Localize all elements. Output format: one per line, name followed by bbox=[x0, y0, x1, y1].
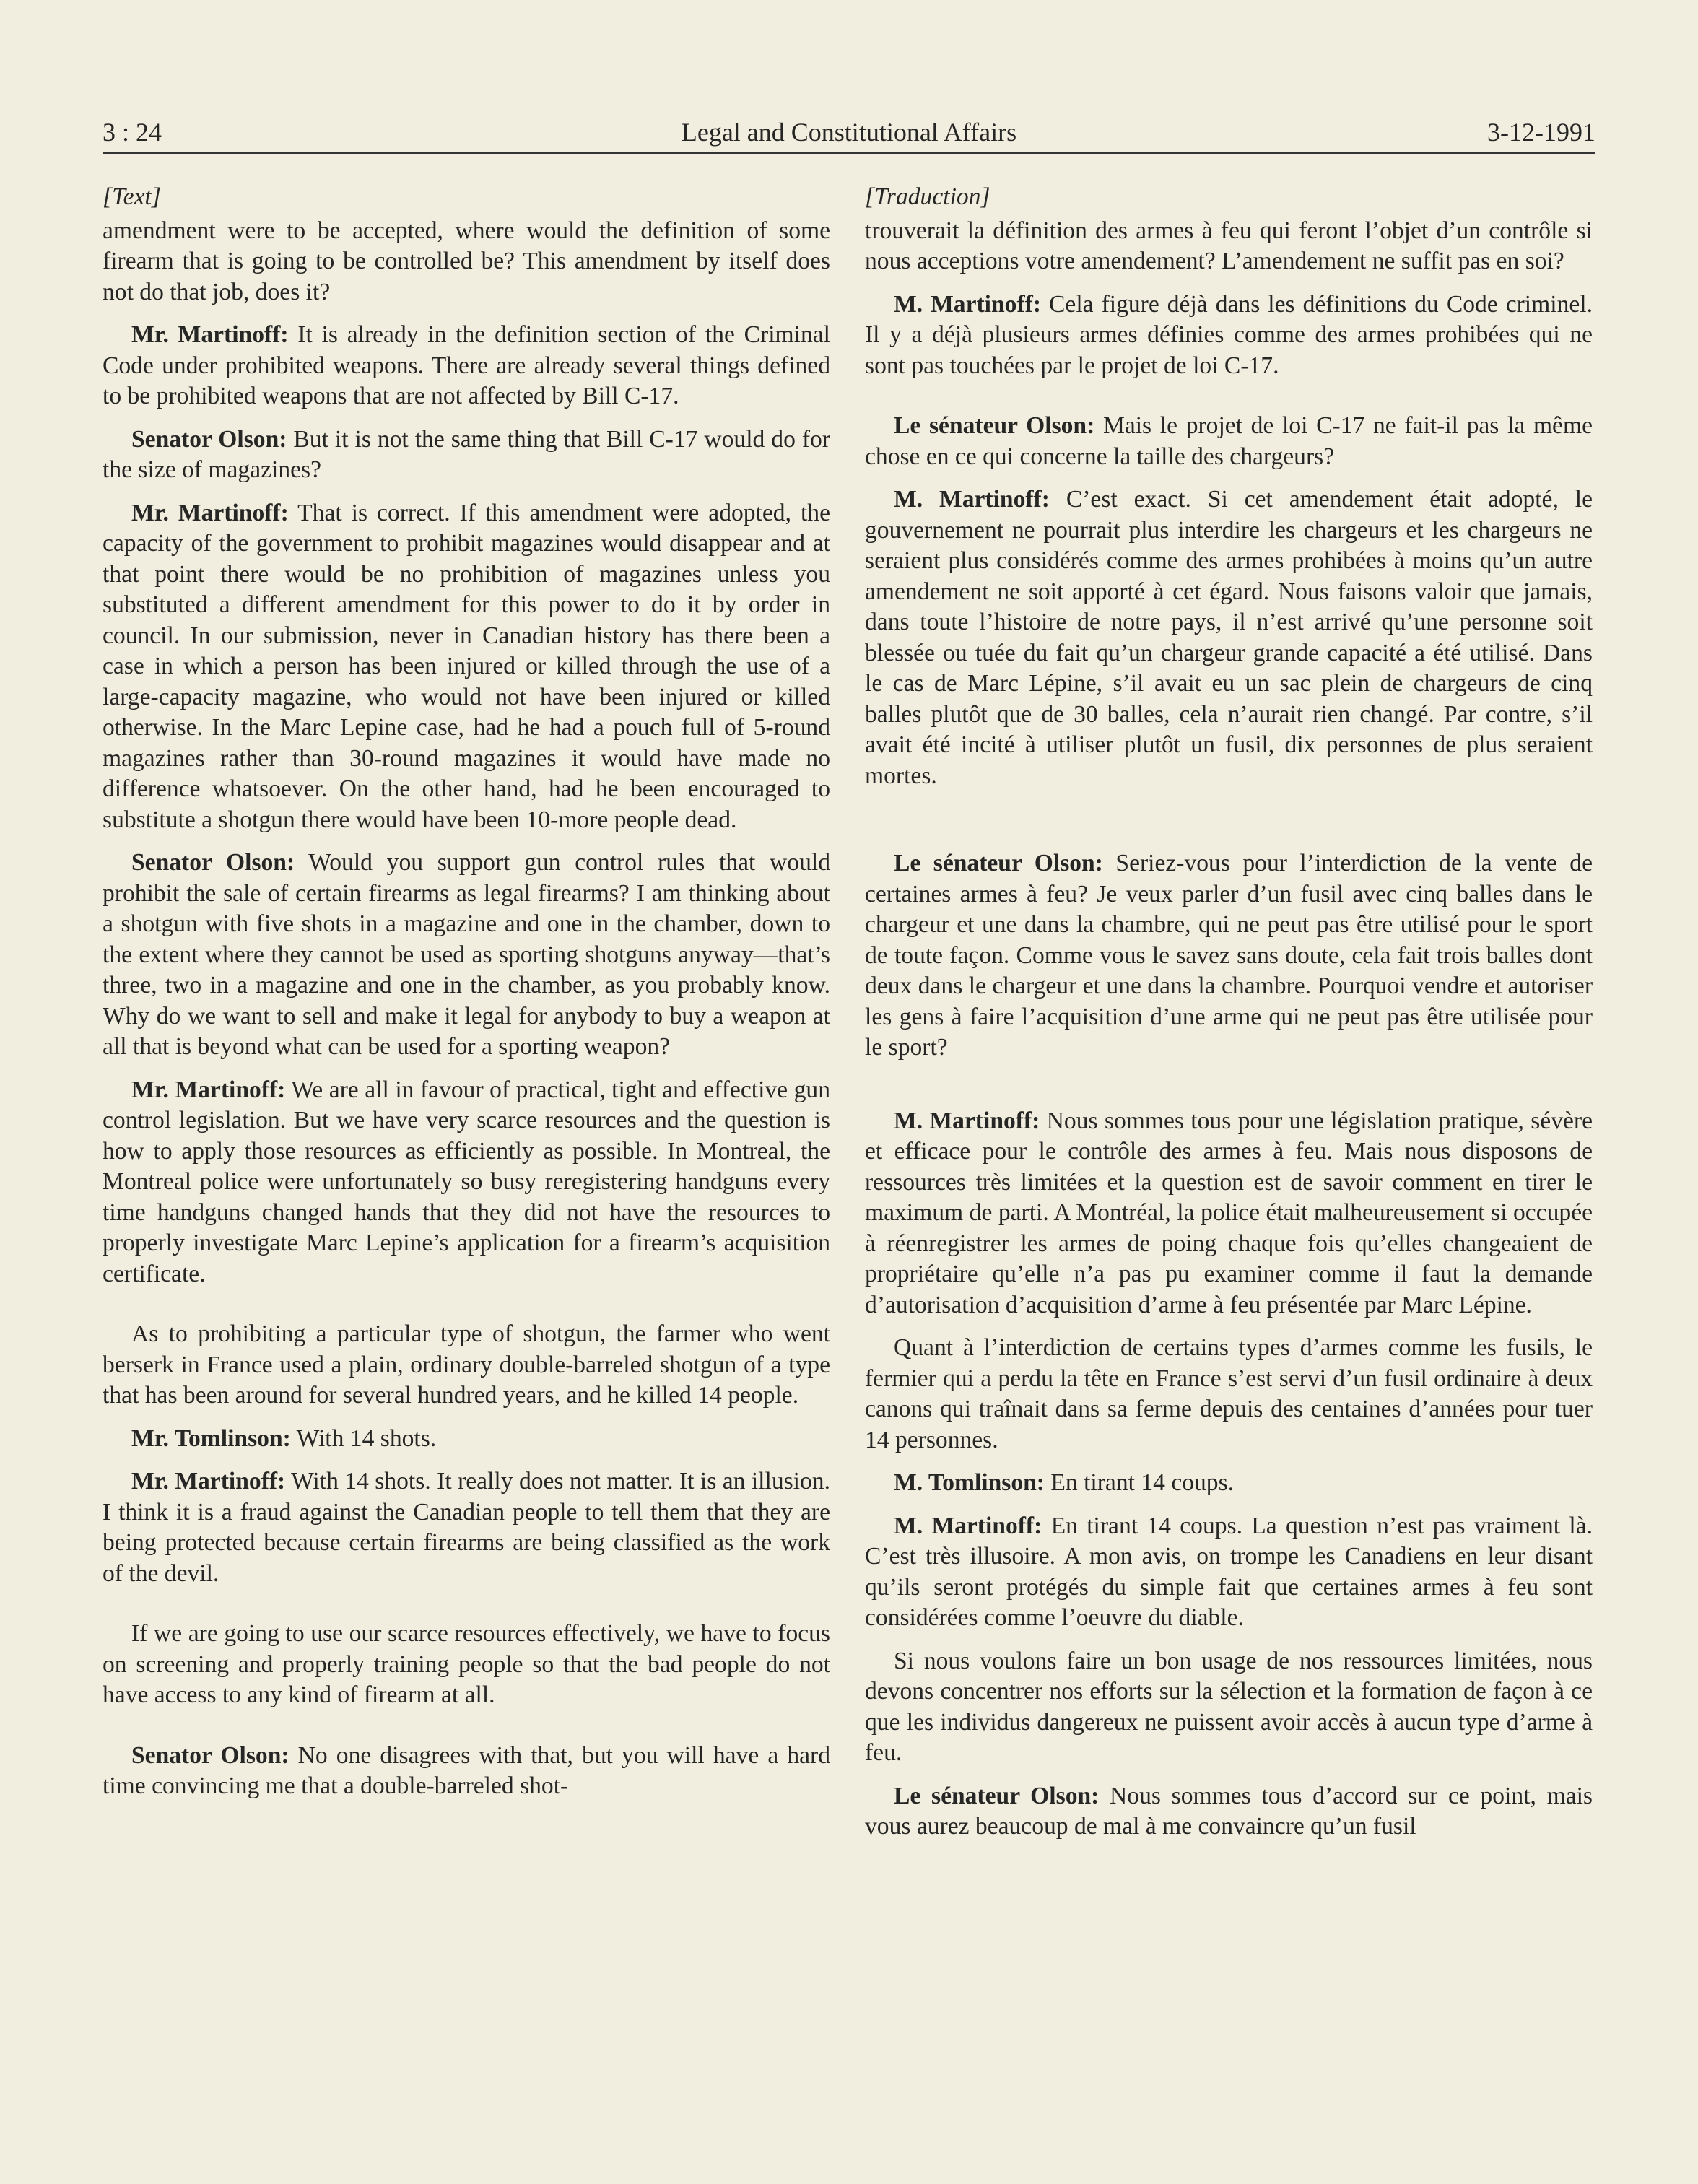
speech-paragraph bbox=[865, 411, 1593, 472]
speech-paragraph bbox=[865, 848, 1593, 1063]
speech-paragraph bbox=[103, 1741, 830, 1802]
speech-text: En tirant 14 coups. La question n’est pas vraiment là. C’est très illusoire. A mon avis, on trompe les Canadiens en leur disant qu’ils seront protégés du simple fait que certaines armes à feu sont considérées comme l’oeuvre du diable. bbox=[865, 1512, 1593, 1631]
paragraph: Si nous voulons faire un bon usage de nos ressources limitées, nous devons concentrer nos efforts sur la sélection et la formation de façon à ce que les individus dangereux ne puissent avoir accès à aucun type d’arme à feu. bbox=[865, 1647, 1593, 1766]
speaker-name: Mr. Tomlinson: bbox=[131, 1424, 291, 1452]
speech-text: Nous sommes tous pour une législation pratique, sévère et efficace pour le contrôle des armes à feu. Mais nous disposons de ressources très limitées et la question est de savoir comment en tirer le maximum de parti. A Montréal, la police était malheureusement si occupée à réenregistrer les armes de poing chaque fois qu’elles changeaient de propriétaire qu’elle n’a pas pu examiner comme il faut la demande d’autorisation d’acquisition d’arme à feu présentée par Marc Lépine. bbox=[865, 1107, 1593, 1318]
speech-text: That is correct. If this amendment were adopted, the capacity of the government to prohibit magazines would disappear and at that point there would be no prohibition of magazines unless you substituted a different amendment for this power to do it by order in council. In our submission, never in Canadian history has there been a case in which a person has been injured or killed through the use of a large-capacity magazine, who would not have been injured or killed otherwise. In the Marc Lepine case, had he had a pouch full of 5-round magazines rather than 30-round magazines it would have made no difference whatsoever. On the other hand, had he been encouraged to substitute a shotgun there would have been 10-more people dead. bbox=[103, 499, 830, 833]
spacer bbox=[865, 1076, 1593, 1106]
speech-paragraph bbox=[865, 1106, 1593, 1321]
speech-text: Mais le projet de loi C-17 ne fait-il pas la même chose en ce qui concerne la taille des chargeurs? bbox=[865, 412, 1593, 470]
speech-paragraph bbox=[865, 1511, 1593, 1634]
speaker-name: Le sénateur Olson: bbox=[894, 412, 1095, 439]
speech-text: We are all in favour of practical, tight and effective gun control legislation. But we have very scarce resources and the question is how to apply those resources as efficiently as possible. In Montreal, the Montreal police were unfortunately so busy reregistering handguns every time handguns changed hands that they did not have the resources to properly investigate Marc Lepine’s application for a firearm’s acquisition certificate. bbox=[103, 1076, 830, 1287]
paragraph: As to prohibiting a particular type of shotgun, the farmer who went berserk in France used a plain, ordinary double-barreled shotgun of a type that has been around for several hundred years, and he killed 14 people. bbox=[103, 1321, 830, 1409]
spacer bbox=[103, 1302, 830, 1319]
speech-text: Would you support gun control rules that would prohibit the sale of certain firearms as legal firearms? I am thinking about a shotgun with five shots in a magazine and one in the chamber, down to the extent where they cannot be used as sporting shotguns anyway—that’s three, two in a magazine and one in the chamber, as you probably know. Why do we want to sell and make it legal for anybody to buy a weapon at all that is beyond what can be used for a sporting weapon? bbox=[103, 849, 830, 1060]
spacer bbox=[865, 393, 1593, 411]
spacer bbox=[103, 1601, 830, 1619]
paragraph: trouverait la définition des armes à feu qui feront l’objet d’un contrôle si nous acceptions votre amendement? L’amendement ne suffit pas en soi? bbox=[865, 217, 1593, 274]
paragraph: Quant à l’interdiction de certains types d’armes comme les fusils, le fermier qui a perdu la tête en France s’est servi d’un fusil ordinaire à deux canons qui traînait dans sa ferme depuis des centaines d’années pour tuer 14 personnes. bbox=[865, 1334, 1593, 1453]
english-column bbox=[103, 182, 830, 1814]
speaker-name: Senator Olson: bbox=[131, 849, 295, 876]
speech-text: Seriez-vous pour l’interdiction de la vente de certaines armes à feu? Je veux parler d’un fusil avec cinq balles dans le chargeur et une dans la chambre, qui ne peut pas être utilisé pour le sport de toute façon. Comme vous le savez sans doute, cela fait trois balles dont deux dans le chargeur et une dans la chambre. Pourquoi vendre et autoriser les gens à faire l’acquisition d’une arme qui ne peut pas être utilisée pour le sport? bbox=[865, 850, 1593, 1061]
speaker-name: Le sénateur Olson: bbox=[894, 1782, 1100, 1809]
translation-marker: [Traduction] bbox=[865, 183, 991, 210]
spacer bbox=[103, 1723, 830, 1741]
speech-paragraph bbox=[865, 290, 1593, 382]
running-header bbox=[103, 108, 1595, 154]
speaker-name: M. Tomlinson: bbox=[894, 1469, 1045, 1496]
spacer bbox=[865, 804, 1593, 848]
speaker-name: Mr. Martinoff: bbox=[131, 1076, 286, 1103]
speech-paragraph bbox=[865, 1468, 1593, 1499]
speech-text: Cela figure déjà dans les définitions du Code criminel. Il y a déjà plusieurs armes définies comme des armes prohibées qui ne sont pas touchées par le projet de loi C-17. bbox=[865, 290, 1593, 379]
speaker-name: Le sénateur Olson: bbox=[894, 850, 1103, 876]
speech-paragraph bbox=[865, 484, 1593, 791]
page-number: 3 : 24 bbox=[103, 118, 162, 147]
speaker-name: Senator Olson: bbox=[131, 1741, 289, 1769]
speech-text: No one disagrees with that, but you will have a hard time convincing me that a double-barreled shot- bbox=[103, 1741, 830, 1799]
speaker-name: M. Martinoff: bbox=[894, 290, 1042, 318]
speaker-name: Mr. Martinoff: bbox=[131, 1468, 286, 1495]
speaker-name: M. Martinoff: bbox=[894, 486, 1050, 513]
speech-paragraph bbox=[103, 320, 830, 412]
paragraph: If we are going to use our scarce resources effectively, we have to focus on screening and properly training people so that the bad people do not have access to any kind of firearm at all. bbox=[103, 1620, 830, 1708]
speech-text: En tirant 14 coups. bbox=[1045, 1469, 1235, 1496]
speech-paragraph bbox=[103, 1424, 830, 1455]
french-column bbox=[865, 182, 1593, 1855]
journal-title: Legal and Constitutional Affairs bbox=[681, 118, 1017, 147]
speech-text: Nous sommes tous d’accord sur ce point, mais vous aurez beaucoup de mal à me convaincre qu’un fusil bbox=[865, 1782, 1593, 1840]
speaker-name: Mr. Martinoff: bbox=[131, 321, 289, 348]
speech-text: But it is not the same thing that Bill C-17 would do for the size of magazines? bbox=[103, 425, 830, 483]
speech-text: It is already in the definition section of the Criminal Code under prohibited weapons. There are already several things defined to be prohibited weapons that are not affected by Bill C-17. bbox=[103, 321, 830, 409]
speech-text: C’est exact. Si cet amendement était adopté, le gouvernement ne pourrait plus interdire les chargeurs et les chargeurs ne seraient plus considérés comme des armes prohibées à moins qu’un autre amendement ne soit apporté à cet égard. Nous faisons valoir que jamais, dans toute l’histoire de notre pays, il n’est arrivé qu’une personne soit blessée ou tuée du fait qu’un chargeur grande capacité a été utilisé. Dans le cas de Marc Lépine, s’il avait eu un sac plein de chargeurs de cinq balles plutôt que de 30 balles, cela n’aurait rien changé. Par contre, s’il avait été incité à utiliser plutôt un fusil, dix personnes de plus seraient mortes. bbox=[865, 486, 1593, 789]
speech-paragraph bbox=[103, 1466, 830, 1589]
speech-text: With 14 shots. bbox=[290, 1424, 437, 1452]
speaker-name: Mr. Martinoff: bbox=[131, 499, 289, 526]
speech-paragraph bbox=[103, 848, 830, 1063]
speaker-name: M. Martinoff: bbox=[894, 1512, 1042, 1539]
text-marker: [Text] bbox=[103, 183, 161, 210]
issue-date: 3-12-1991 bbox=[1487, 118, 1595, 147]
speech-paragraph bbox=[103, 498, 830, 836]
speech-paragraph bbox=[865, 1781, 1593, 1843]
speech-text: With 14 shots. It really does not matter. It is an illusion. I think it is a fraud against the Canadian people to tell them that they are being protected because certain firearms are being classified as the work of the devil. bbox=[103, 1468, 830, 1587]
paragraph: amendment were to be accepted, where would the definition of some firearm that is going to be controlled be? This amendment by itself does not do that job, does it? bbox=[103, 217, 830, 305]
speech-paragraph bbox=[103, 1075, 830, 1290]
speech-paragraph bbox=[103, 425, 830, 486]
speaker-name: Senator Olson: bbox=[131, 425, 287, 453]
speaker-name: M. Martinoff: bbox=[894, 1107, 1040, 1134]
